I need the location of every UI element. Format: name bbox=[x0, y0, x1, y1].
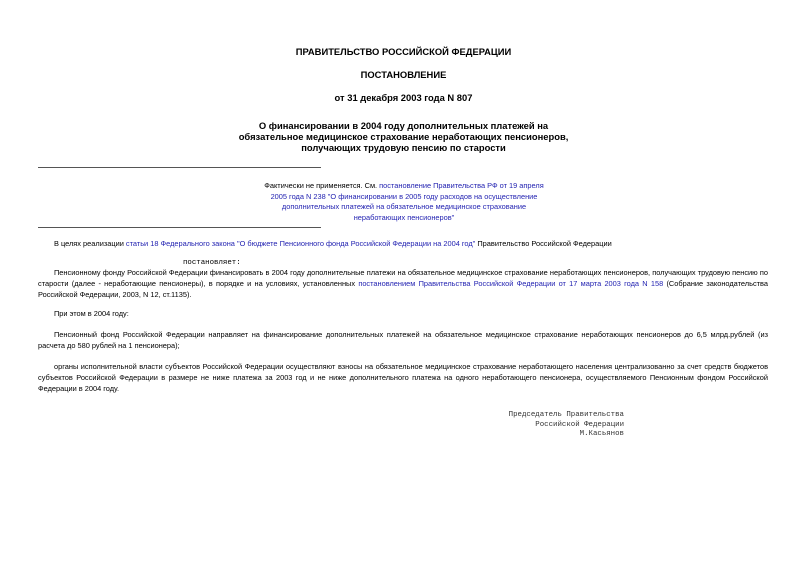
preamble-suffix: Правительство Российской Федерации bbox=[475, 239, 612, 248]
government-header: ПРАВИТЕЛЬСТВО РОССИЙСКОЙ ФЕДЕРАЦИИ bbox=[295, 46, 512, 57]
paragraph-regional-authorities bbox=[38, 361, 768, 394]
signature-block bbox=[470, 411, 624, 440]
preamble-text: В целях реализации bbox=[54, 239, 126, 248]
link-resolution[interactable]: постановлением bbox=[358, 279, 416, 288]
divider-top bbox=[38, 167, 321, 168]
paragraph-preamble bbox=[38, 238, 768, 249]
signature-name: М.Касьянов bbox=[579, 430, 624, 438]
title-line-1: О финансировании в 2004 году дополнительных платежей на bbox=[258, 120, 549, 131]
link-resolution-158[interactable]: Правительства Российской Федерации от 17 марта 2003 года N 158 bbox=[418, 279, 664, 288]
document-date-number: от 31 декабря 2003 года N 807 bbox=[334, 92, 473, 103]
divider-bottom bbox=[38, 227, 321, 228]
title-line-2: обязательное медицинское страхование неработающих пенсионеров, bbox=[238, 131, 569, 142]
document-type: ПОСТАНОВЛЕНИЕ bbox=[360, 69, 447, 80]
signature-title: Председатель Правительства bbox=[508, 411, 624, 419]
link-article-18-budget-law[interactable]: статьи 18 Федерального закона "О бюджете Пенсионного фонда Российской Федерации на 2004 год" bbox=[125, 239, 476, 248]
note-link-decree-238[interactable]: постановление Правительства РФ от 19 апреля 2005 года N 238 "О финансировании в 2005 году расходов на осуществление дополнительных платежей на обязательное медицинское страхование неработающих пенсионеров" bbox=[270, 181, 544, 222]
status-note-text: Фактически не применяется. См. bbox=[264, 181, 380, 190]
decree-word: постановляет: bbox=[183, 259, 241, 267]
paragraph-pension-fund bbox=[38, 329, 768, 351]
regional-authorities-text: органы исполнительной власти субъектов Российской Федерации осуществляют взносы на обязательное медицинское страхование неработающего населения централизованно за счет средств бюджетов субъектов Российской Федерации в размере не ниже платежа за 2003 год и не ниже дополнительного платежа на одного неработающего пенсионера, осуществляемого Пенсионным фондом Российской Федерации в 2004 году. bbox=[38, 362, 768, 393]
title-line-3: получающих трудовую пенсию по старости bbox=[301, 142, 506, 153]
main-text: Пенсионному фонду Российской Федерации финансировать в 2004 году дополнительные платежи на обязательное медицинское страхование неработающих пенсионеров, получающих трудовую пенсию по старости (далее - неработающие пенсионеры), в порядке и на условиях, установленных bbox=[38, 268, 768, 288]
status-note bbox=[256, 181, 552, 223]
signature-org: Российской Федерации bbox=[535, 420, 624, 429]
main-text-suffix: (Собрание законодательства Российской Федерации, 2003, N 12, ст.1135). bbox=[38, 279, 768, 299]
pension-fund-text: Пенсионный фонд Российской Федерации направляет на финансирование дополнительных платежей на обязательное медицинское страхование неработающих пенсионеров до 6,5 млрд.рублей (из расчета до 580 рублей на 1 пенсионера); bbox=[38, 330, 768, 350]
in-2004-text: При этом в 2004 году: bbox=[54, 309, 129, 318]
paragraph-main bbox=[38, 267, 768, 300]
paragraph-in-2004 bbox=[38, 308, 768, 319]
